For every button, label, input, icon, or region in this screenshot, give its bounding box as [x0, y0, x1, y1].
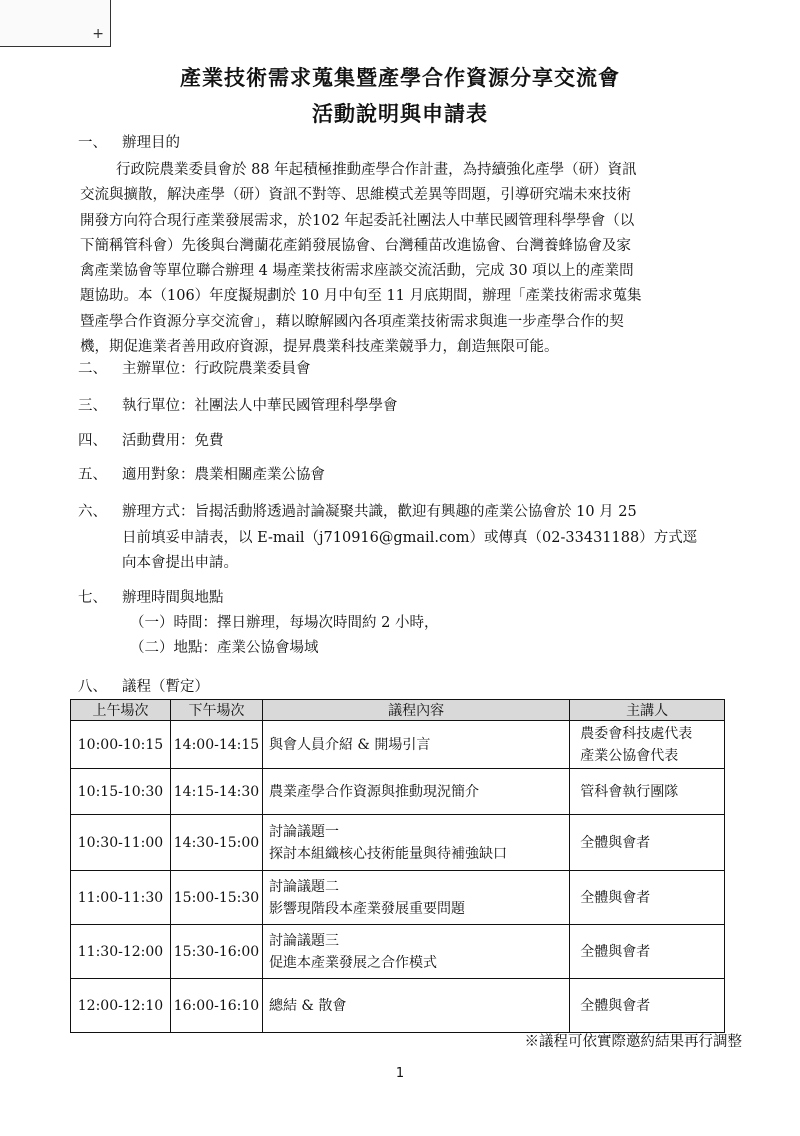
- section-6-method: 六、 辦理方式：旨揭活動將透過討論凝聚共識，歡迎有興趣的產業公協會於 10 月 25: [78, 504, 637, 520]
- col-header-content: 議程內容: [262, 700, 569, 721]
- speaker: 全體與會者: [570, 979, 725, 1033]
- am-slot: 10:30-11:00: [71, 815, 171, 871]
- speaker: 管科會執行團隊: [570, 769, 725, 815]
- agenda-table: [70, 699, 725, 1033]
- agenda-content: 農業產學合作資源與推動現況簡介: [262, 769, 569, 815]
- am-slot: 11:00-11:30: [71, 871, 171, 925]
- method-line: 日前填妥申請表，以 E-mail（j710916@gmail.com）或傳真（02-33431188）方式逕: [122, 530, 698, 546]
- col-header-am: 上午場次: [71, 700, 171, 721]
- section-2-organizer: 二、 主辦單位：行政院農業委員會: [78, 361, 311, 377]
- table-row: [71, 979, 725, 1033]
- purpose-line: 下簡稱管科會）先後與台灣蘭花產銷發展協會、台灣種苗改進協會、台灣養蜂協會及家: [80, 237, 631, 254]
- corner-mark: +: [92, 26, 104, 42]
- pm-slot: 14:30-15:00: [170, 815, 262, 871]
- speaker: 全體與會者: [570, 815, 725, 871]
- am-slot: 10:15-10:30: [71, 769, 171, 815]
- table-row: [71, 925, 725, 979]
- pm-slot: 15:30-16:00: [170, 925, 262, 979]
- page-number: 1: [395, 1066, 405, 1081]
- document-subtitle: 活動說明與申請表: [312, 101, 488, 126]
- corner-stamp-box: [0, 0, 111, 47]
- agenda-content: 討論議題三 促進本產業發展之合作模式: [262, 925, 569, 979]
- speaker: 全體與會者: [570, 871, 725, 925]
- table-row: [71, 769, 725, 815]
- purpose-paragraph: [80, 158, 706, 360]
- purpose-line: 行政院農業委員會於 88 年起積極推動產學合作計畫，為持續強化產學（研）資訊: [116, 162, 637, 178]
- method-continuation: [122, 526, 712, 576]
- purpose-line: 交流與擴散，解決產學（研）資訊不對等、思維模式差異等問題，引導研究端未來技術: [80, 187, 631, 204]
- section-3-executor: 三、 執行單位：社團法人中華民國管理科學學會: [78, 398, 398, 414]
- speaker: 農委會科技處代表 產業公協會代表: [570, 721, 725, 769]
- agenda-note: ※議程可依實際邀約結果再行調整: [524, 1034, 742, 1050]
- agenda-content: 與會人員介紹 & 開場引言: [262, 721, 569, 769]
- table-row: [71, 871, 725, 925]
- method-line: 向本會提出申請。: [122, 555, 238, 571]
- section-7-time-place: 七、 辦理時間與地點: [78, 590, 224, 606]
- event-time: （一）時間：擇日辦理，每場次時間約 2 小時，: [130, 615, 439, 631]
- table-row: [71, 815, 725, 871]
- am-slot: 11:30-12:00: [71, 925, 171, 979]
- purpose-line: 開發方向符合現行產業發展需求，於102 年起委託社團法人中華民國管理科學學會（以: [80, 212, 635, 229]
- agenda-header-row: [71, 700, 725, 721]
- pm-slot: 14:15-14:30: [170, 769, 262, 815]
- purpose-line: 暨產學合作資源分享交流會」，藉以瞭解國內各項產業技術需求與進一步產學合作的契: [80, 313, 624, 330]
- am-slot: 10:00-10:15: [71, 721, 171, 769]
- document-title: 產業技術需求蒐集暨產學合作資源分享交流會: [180, 65, 620, 90]
- section-1-heading: 一、 辦理目的: [78, 135, 180, 151]
- col-header-pm: 下午場次: [170, 700, 262, 721]
- purpose-line: 機，期促進業者善用政府資源，提昇農業科技產業競爭力，創造無限可能。: [80, 339, 559, 356]
- agenda-content: 討論議題二 影響現階段本產業發展重要問題: [262, 871, 569, 925]
- pm-slot: 14:00-14:15: [170, 721, 262, 769]
- event-place: （二）地點：產業公協會場域: [130, 640, 319, 656]
- col-header-speaker: 主講人: [570, 700, 725, 721]
- table-row: [71, 721, 725, 769]
- purpose-line: 禽產業協會等單位聯合辦理 4 場產業技術需求座談交流活動，完成 30 項以上的產業問: [80, 263, 634, 280]
- pm-slot: 15:00-15:30: [170, 871, 262, 925]
- section-5-audience: 五、 適用對象：農業相關產業公協會: [78, 467, 325, 483]
- am-slot: 12:00-12:10: [71, 979, 171, 1033]
- agenda-content: 討論議題一 探討本組織核心技術能量與待補強缺口: [262, 815, 569, 871]
- section-8-agenda: 八、 議程（暫定）: [78, 679, 209, 695]
- section-4-fee: 四、 活動費用：免費: [78, 433, 224, 449]
- purpose-line: 題協助。本（106）年度擬規劃於 10 月中旬至 11 月底期間，辦理「產業技術需求蒐集: [80, 288, 642, 305]
- pm-slot: 16:00-16:10: [170, 979, 262, 1033]
- agenda-content: 總結 & 散會: [262, 979, 569, 1033]
- speaker: 全體與會者: [570, 925, 725, 979]
